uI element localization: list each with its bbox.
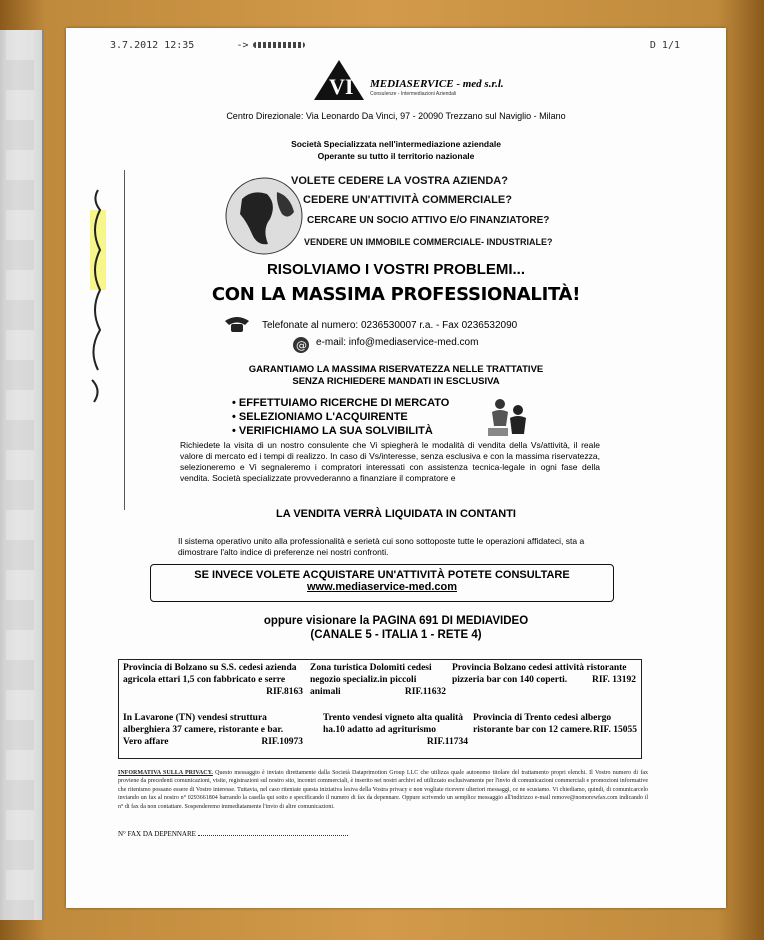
- redaction-scribble: [253, 42, 305, 48]
- service-item: • VERIFICHIAMO LA SUA SOLVIBILITÀ: [232, 425, 433, 437]
- listing-ref: RIF.10973: [261, 737, 303, 747]
- listing-item: In Lavarone (TN) vendesi struttura alberghiera 37 camere, ristorante e bar. Vero affare RIF.10973: [123, 713, 303, 747]
- company-subtitle: Consulenze - Intermediazioni Aziendali: [370, 91, 457, 97]
- phone-fax-line: Telefonate al numero: 0236530007 r.a. - Fax 0236532090: [262, 320, 518, 331]
- svg-text:@: @: [296, 339, 307, 352]
- question-3: CERCARE UN SOCIO ATTIVO E/O FINANZIATORE?: [307, 215, 550, 226]
- email-icon: [291, 335, 311, 355]
- children-clipart-icon: [486, 394, 532, 440]
- listing-item: Trento vendesi vigneto alta qualità ha.10 adatto ad agriturismo RIF.11734: [323, 713, 468, 747]
- privacy-text: Questo messaggio è inviato direttamente dalla Società Dataprimotion Group LLC che utilizza quale autonomo titolare del trattamento propri elenchi. Il Vostro numero di fax proviene da precedenti comunicazioni, visite, registrazioni sul nostro sito, incontri commerciali, è inserito nei nostri archivi ed utilizzato esclusivamente per l'invio di comunicazioni commerciali e promozioni informative che ritenismo possano essere di Vostro interesse. Tuttavia, nel caso riteniate questa iniziativa lesiva della Vostra privacy e non vogliate ricevere ulteriori messaggi, ce ne scusiamo. Vi chiediamo, quindi, di comunicarcelo inviando un fax al nostro n° 0293661804 barrando la casella qui sotto e specificando il numero di fax da depennare. Oppure scrivendo un semplice messaggio all'indirizzo e-mail remove@nomorewfax.com indicando il n° di fax da non contattare. Sospenderemo immediatamente l'invio di altre comunicazioni.: [118, 770, 648, 810]
- tagline: Società Specializzata nell'intermediazione aziendale Operante su tutto il territorio nazionale: [291, 139, 501, 161]
- email-line: e-mail: info@mediaservice-med.com: [316, 337, 479, 348]
- headline-professionality: CON LA MASSIMA PROFESSIONALITÀ!: [211, 284, 581, 305]
- guarantee-text: GARANTIAMO LA MASSIMA RISERVATEZZA NELLE TRATTATIVE SENZA RICHIEDERE MANDATI IN ESCLUSIVA: [248, 364, 544, 387]
- mediavideo-text: oppure visionare la PAGINA 691 DI MEDIAVIDEO (CANALE 5 - ITALIA 1 - RETE 4): [263, 615, 529, 641]
- company-name: MEDIASERVICE - med s.r.l.: [370, 78, 504, 90]
- service-item: • SELEZIONIAMO L'ACQUIRENTE: [232, 411, 408, 423]
- services-list: [232, 396, 449, 438]
- question-2: CEDERE UN'ATTIVITÀ COMMERCIALE?: [303, 194, 512, 206]
- description-paragraph: Richiedete la visita di un nostro consulente che Vi spiegherà le modalità di vendita della Vs/attività, il reale valore di mercato ed i tempi di realizzo. In caso di Vs/interesse, senza esclusiva e con la massima riservatezza, selezioneremo e Vi segnaleremo i compratori interessati con assistenza tecnica-legale in ogni fase della vendita. Società specializzate provvederanno a finanziare il compratore e: [180, 440, 600, 483]
- fax-header: [110, 40, 680, 51]
- listing-ref: RIF. 15055: [593, 725, 637, 735]
- website-link[interactable]: www.mediaservice-med.com: [307, 581, 457, 593]
- listing-ref: RIF.11632: [404, 687, 446, 697]
- handwritten-note-icon: [78, 170, 118, 410]
- listing-ref: RIF. 13192: [592, 675, 636, 685]
- company-logo-icon: [312, 58, 366, 102]
- buy-activity-text: SE INVECE VOLETE ACQUISTARE UN'ATTIVITÀ POTETE CONSULTARE: [194, 569, 570, 581]
- reliability-paragraph: Il sistema operativo unito alla professionalità e serietà cui sono sottoposte tutte le operazioni affidateci, sta a dimostrare l'alto indice di preferenze nei nostri confronti.: [178, 536, 585, 557]
- privacy-title: INFORMATIVA SULLA PRIVACY.: [118, 770, 213, 776]
- question-4: VENDERE UN IMMOBILE COMMERCIALE- INDUSTRIALE?: [304, 237, 553, 247]
- listing-item: Provincia di Trento cedesi albergo ristorante bar con 12 camere. RIF. 15055: [473, 713, 637, 735]
- listing-item: Provincia di Bolzano su S.S. cedesi azienda agricola ettari 1,5 con fabbricato e serre RIF.8163: [123, 663, 303, 697]
- question-1: VOLETE CEDERE LA VOSTRA AZIENDA?: [291, 175, 508, 187]
- listing-item: Zona turistica Dolomiti cedesi negozio specializ.in piccoli animali RIF.11632: [310, 663, 446, 697]
- telephone-icon: [223, 313, 251, 333]
- fax-page-number: D 1/1: [649, 40, 680, 51]
- fax-datetime: 3.7.2012 12:35: [110, 40, 195, 51]
- privacy-notice: [118, 769, 648, 811]
- headline-problems: RISOLVIAMO I VOSTRI PROBLEMI...: [266, 261, 526, 278]
- cash-sale-heading: LA VENDITA VERRÀ LIQUIDATA IN CONTANTI: [276, 508, 516, 520]
- listing-ref: RIF.8163: [266, 687, 303, 697]
- fax-arrow: ->: [236, 40, 249, 51]
- plastic-sleeve: [0, 30, 44, 920]
- fax-remove-line: N° FAX DA DEPENNARE: [118, 830, 348, 838]
- margin-line: [124, 170, 125, 510]
- buy-activity-box: [150, 564, 614, 602]
- service-item: • EFFETTUIAMO RICERCHE DI MERCATO: [232, 397, 450, 409]
- fax-remove-field[interactable]: [198, 835, 348, 836]
- listing-ref: RIF.11734: [426, 737, 468, 747]
- svg-text:VI: VI: [329, 74, 354, 99]
- fax-document: [66, 28, 726, 908]
- listings-box: [118, 659, 642, 759]
- listing-item: Provincia Bolzano cedesi attività ristorante pizzeria bar con 140 coperti. RIF. 13192: [452, 663, 636, 685]
- company-address: Centro Direzionale: Via Leonardo Da Vinci, 97 - 20090 Trezzano sul Naviglio - Milano: [226, 111, 566, 121]
